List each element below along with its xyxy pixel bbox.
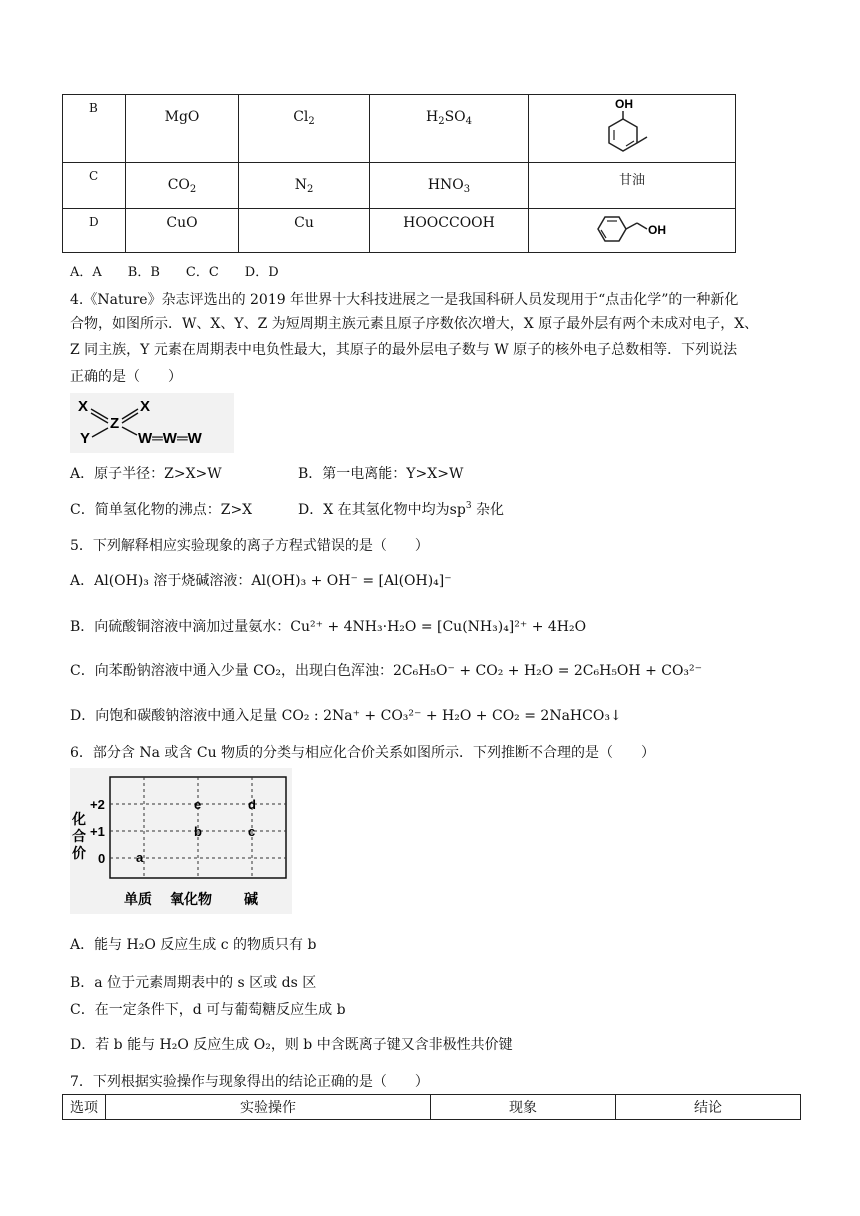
cell-structure [529,95,736,163]
svg-text:a: a [136,850,144,865]
q4-stem-line1: 4.《Nature》杂志评选出的 2019 年世界十大科技进展之一是我国科研人员发现用于“点击化学”的一种新化 [70,292,739,308]
svg-text:X: X [140,398,151,415]
svg-text:b: b [194,824,202,839]
svg-text:+2: +2 [90,797,105,812]
svg-text:碱: 碱 [244,891,258,907]
svg-text:OH: OH [615,97,633,111]
q5-option-c: C．向苯酚钠溶液中通入少量 CO₂，出现白色浑浊：2C₆H₅O⁻ + CO₂ + H₂O = 2C₆H₅OH + CO₃²⁻ [70,663,703,679]
cell: $CO_2$ [126,163,239,209]
row-label: D [63,209,126,253]
cell: HOOCCOOH [370,209,529,253]
q4-stem-line4: 正确的是（ ） [70,369,182,385]
svg-text:W═W═W: W═W═W [138,430,202,447]
q5-option-d: D．向饱和碳酸钠溶液中通入足量 CO₂ : 2Na⁺ + CO₃²⁻ + H₂O + CO₂ = 2NaHCO₃↓ [70,708,622,724]
svg-text:c: c [248,824,256,839]
q6-stem: 6．部分含 Na 或含 Cu 物质的分类与相应化合价关系如图所示．下列推断不合理的是（ ） [70,745,656,761]
cell: MgO [126,95,239,163]
q3-table [62,94,736,253]
svg-text:+1: +1 [90,824,105,839]
q7-table [62,1094,801,1120]
q6-valence-diagram [70,768,292,914]
q4-structure-figure [70,393,234,453]
svg-text:d: d [248,797,256,812]
q7-stem: 7．下列根据实验操作与现象得出的结论正确的是（ ） [70,1074,429,1090]
q4-option-a: A．原子半径：Z>X>W [70,466,222,482]
cell: Cu [239,209,370,253]
q3-options: A．A B．B C．C D．D [70,265,279,280]
q5-stem: 5．下列解释相应实验现象的离子方程式错误的是（ ） [70,538,429,554]
q4-stem-line2: 合物，如图所示．W、X、Y、Z 为短周期主族元素且原子序数依次增大，X 原子最外层有两个未成对电子，X、 [70,316,759,332]
cell: 甘油 [529,163,736,209]
svg-text:化: 化 [72,811,86,827]
q6-option-c: C．在一定条件下，d 可与葡萄糖反应生成 b [70,1002,346,1018]
q4-stem-line3: Z 同主族，Y 元素在周期表中电负性最大，其原子的最外层电子数与 W 原子的核外电子总数相等．下列说法 [70,342,738,358]
col-header: 现象 [431,1095,616,1120]
cell: $H_2SO_4$ [370,95,529,163]
table-row [63,163,736,209]
cell: CuO [126,209,239,253]
q6-option-a: A．能与 H₂O 反应生成 c 的物质只有 b [70,937,317,953]
svg-text:价: 价 [72,845,86,861]
svg-text:Y: Y [80,430,91,447]
svg-text:合: 合 [72,828,86,844]
cell: $HNO_3$ [370,163,529,209]
cell: $N_2$ [239,163,370,209]
row-label: B [63,95,126,163]
cell-structure [529,209,736,253]
q4-option-b: B．第一电离能：Y>X>W [298,466,464,482]
svg-text:OH: OH [648,223,666,237]
col-header: 选项 [63,1095,106,1120]
svg-text:e: e [194,797,202,812]
q5-option-a: A．Al(OH)₃ 溶于烧碱溶液：Al(OH)₃ + OH⁻ = [Al(OH)₄]⁻ [70,573,452,589]
q6-option-b: B．a 位于元素周期表中的 s 区或 ds 区 [70,975,317,991]
benzyl-alcohol-structure-icon [591,211,701,251]
m-cresol-structure-icon [605,95,685,161]
q4-option-d: D．X 在其氢化物中均为$sp^3$ 杂化 [298,501,504,518]
q6-option-d: D．若 b 能与 H₂O 反应生成 O₂，则 b 中含既离子键又含非极性共价键 [70,1037,513,1053]
table-header-row [63,1095,801,1120]
svg-text:Z: Z [110,415,120,432]
svg-text:0: 0 [98,851,106,866]
q4-option-c: C．简单氢化物的沸点：Z>X [70,502,253,518]
q5-option-b: B．向硫酸铜溶液中滴加过量氨水：Cu²⁺ + 4NH₃·H₂O = [Cu(NH₃)₄]²⁺ + 4H₂O [70,619,587,635]
col-header: 实验操作 [106,1095,431,1120]
cell: $Cl_2$ [239,95,370,163]
table-row [63,95,736,163]
col-header: 结论 [616,1095,801,1120]
svg-text:氧化物: 氧化物 [170,891,212,907]
svg-text:X: X [78,398,89,415]
table-row [63,209,736,253]
svg-text:单质: 单质 [124,891,152,907]
row-label: C [63,163,126,209]
